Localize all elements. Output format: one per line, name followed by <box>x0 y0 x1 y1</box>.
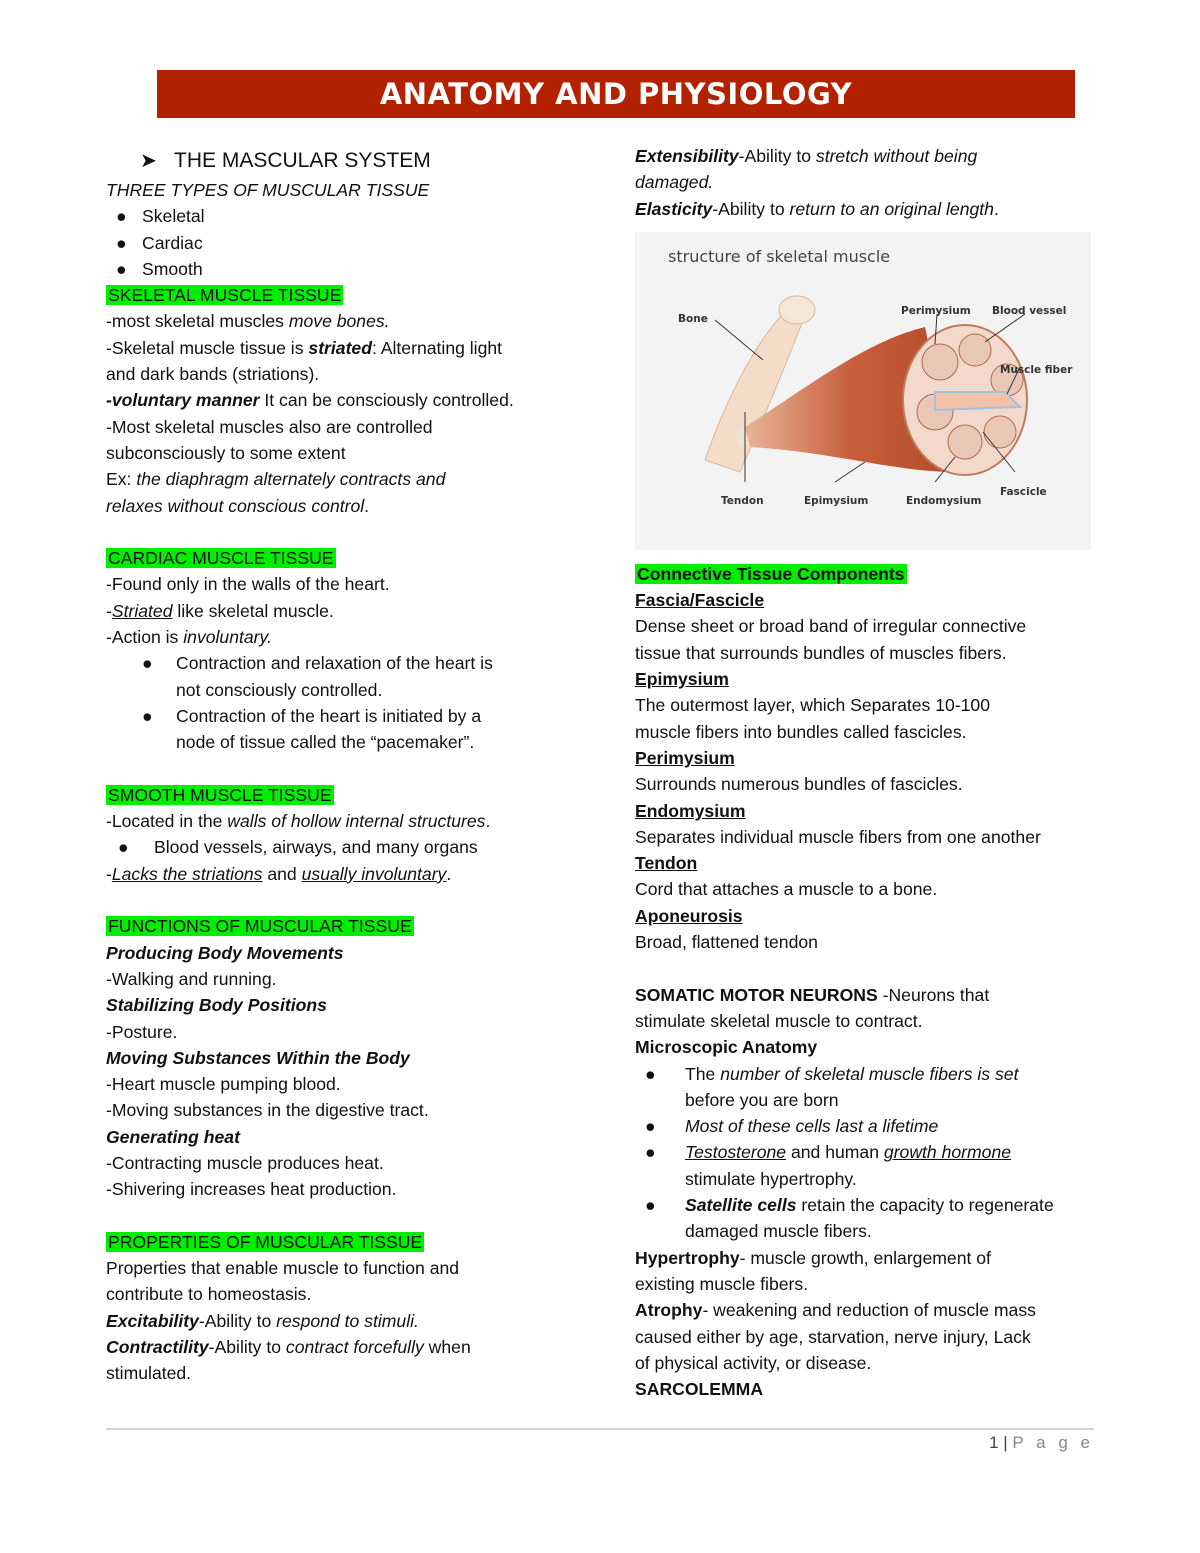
subheading-sarcolemma: SARCOLEMMA <box>635 1379 764 1400</box>
text-line: of physical activity, or disease. <box>635 1352 872 1373</box>
types-heading: THREE TYPES OF MUSCULAR TISSUE <box>106 180 430 200</box>
term-title: Aponeurosis <box>635 905 743 926</box>
section-heading-connective: Connective Tissue Components <box>637 563 905 584</box>
function-title: Moving Substances Within the Body <box>106 1047 410 1068</box>
label-bone: Bone <box>678 312 708 325</box>
bullet-icon: ● <box>142 705 153 726</box>
list-item: ● Satellite cells retain the capacity to regenerate <box>635 1192 1110 1218</box>
text-line: Atrophy- weakening and reduction of muscle mass <box>635 1300 1036 1321</box>
label-fascicle: Fascicle <box>1000 485 1047 498</box>
text-line: node of tissue called the “pacemaker”. <box>176 732 475 753</box>
function-title: Producing Body Movements <box>106 942 344 963</box>
text-line: The outermost layer, which Separates 10-100 <box>635 695 991 716</box>
label-perimysium: Perimysium <box>901 304 971 317</box>
text-line: Ex: the diaphragm alternately contracts and <box>106 469 446 490</box>
label-epimysium: Epimysium <box>804 494 869 507</box>
arrow-bullet-icon: ➤ <box>140 150 157 172</box>
term-title: Endomysium <box>635 800 746 821</box>
page-title: ANATOMY AND PHYSIOLOGY <box>379 77 853 111</box>
list-item: ● Testosterone and human growth hormone <box>635 1139 1110 1165</box>
text-line: stimulated. <box>106 1363 192 1384</box>
text-line: -Contracting muscle produces heat. <box>106 1152 384 1173</box>
text-line: -Posture. <box>106 1021 178 1042</box>
list-item: ● Cardiac <box>106 230 586 256</box>
text-line: not consciously controlled. <box>176 679 383 700</box>
text-line: SOMATIC MOTOR NEURONS -Neurons that <box>635 984 990 1005</box>
bullet-icon: ● <box>116 232 127 253</box>
list-item: ● Blood vessels, airways, and many organs <box>106 834 586 860</box>
text-line: stimulate hypertrophy. <box>685 1168 857 1189</box>
text-line: before you are born <box>685 1089 839 1110</box>
list-item: ● Most of these cells last a lifetime <box>635 1113 1110 1139</box>
term-title: Fascia/Fascicle <box>635 590 765 611</box>
figure-caption: structure of skeletal muscle <box>668 246 891 266</box>
list-item: ● Skeletal <box>106 203 586 229</box>
text-line: -Lacks the striations and usually involuntary. <box>106 863 452 884</box>
text-line: -Located in the walls of hollow internal structures. <box>106 811 491 832</box>
section-heading-skeletal: SKELETAL MUSCLE TISSUE <box>108 285 342 306</box>
text-line: and dark bands (striations). <box>106 364 320 385</box>
fascicle <box>922 344 958 380</box>
text-line: Dense sheet or broad band of irregular connective <box>635 616 1027 637</box>
text-line: -Heart muscle pumping blood. <box>106 1074 341 1095</box>
section-heading-smooth: SMOOTH MUSCLE TISSUE <box>108 784 332 805</box>
bullet-icon: ● <box>645 1116 656 1137</box>
text-line: Contractility-Ability to contract forcefully when <box>106 1337 471 1358</box>
bullet-icon: ● <box>142 653 153 674</box>
fascicle <box>959 334 991 366</box>
muscle-structure-figure <box>635 232 1091 550</box>
text-line: -Action is involuntary. <box>106 627 272 648</box>
page-number: 1 | P a g e <box>989 1433 1094 1452</box>
text-line: -Shivering increases heat production. <box>106 1179 397 1200</box>
text-line: Elasticity-Ability to return to an original length. <box>635 198 999 219</box>
bullet-icon: ● <box>116 258 127 279</box>
fascicle <box>984 416 1016 448</box>
bullet-icon: ● <box>645 1063 656 1084</box>
text-line: Extensibility-Ability to stretch without being <box>635 146 978 166</box>
term-title: Perimysium <box>635 747 735 768</box>
text-line: Separates individual muscle fibers from one another <box>635 826 1041 847</box>
fascicle <box>948 425 982 459</box>
function-title: Stabilizing Body Positions <box>106 995 327 1016</box>
bullet-icon: ● <box>645 1142 656 1163</box>
bullet-icon: ● <box>116 206 127 227</box>
text-line: Broad, flattened tendon <box>635 932 818 953</box>
title-banner <box>157 70 1075 118</box>
section-heading-properties: PROPERTIES OF MUSCULAR TISSUE <box>108 1231 423 1252</box>
text-line: Cord that attaches a muscle to a bone. <box>635 879 938 900</box>
text-line: damaged. <box>635 172 714 193</box>
label-endomysium: Endomysium <box>906 494 982 507</box>
text-line: -most skeletal muscles move bones. <box>106 311 390 332</box>
text-line: Excitability-Ability to respond to stimuli. <box>106 1310 419 1331</box>
list-item: ● Contraction and relaxation of the heart is <box>106 650 586 676</box>
text-line: Hypertrophy- muscle growth, enlargement of <box>635 1247 991 1268</box>
muscle-fiber-shape <box>935 392 1020 410</box>
label-muscle-fiber: Muscle fiber <box>1000 363 1073 376</box>
subheading-microscopic: Microscopic Anatomy <box>635 1037 818 1058</box>
text-line: -Moving substances in the digestive tract. <box>106 1100 429 1121</box>
function-title: Generating heat <box>106 1126 240 1147</box>
term-title: Epimysium <box>635 669 729 690</box>
text-line: Surrounds numerous bundles of fascicles. <box>635 774 963 795</box>
text-line: -Found only in the walls of the heart. <box>106 574 390 595</box>
term-title: Tendon <box>635 853 698 874</box>
left-column <box>106 143 586 1387</box>
text-line: Properties that enable muscle to function and <box>106 1258 460 1279</box>
text-line: damaged muscle fibers. <box>685 1221 872 1242</box>
text-line: -Walking and running. <box>106 968 277 989</box>
bullet-icon: ● <box>645 1195 656 1216</box>
text-line: caused either by age, starvation, nerve injury, Lack <box>635 1326 1031 1347</box>
bullet-icon: ● <box>118 837 129 858</box>
text-line: contribute to homeostasis. <box>106 1284 312 1305</box>
section-heading-functions: FUNCTIONS OF MUSCULAR TISSUE <box>108 916 412 937</box>
text-line: -Most skeletal muscles also are controlled <box>106 416 433 437</box>
label-blood-vessel: Blood vessel <box>992 304 1067 317</box>
text-line: stimulate skeletal muscle to contract. <box>635 1010 923 1031</box>
label-tendon: Tendon <box>721 494 764 507</box>
footer-divider <box>106 1428 1094 1430</box>
section-heading-cardiac: CARDIAC MUSCLE TISSUE <box>108 548 334 569</box>
bone-end <box>779 296 815 324</box>
text-line: existing muscle fibers. <box>635 1273 809 1294</box>
list-item: ● Smooth <box>106 256 586 282</box>
right-column <box>635 143 1110 1402</box>
text-line: -voluntary manner It can be consciously controlled. <box>106 390 514 411</box>
text-line: muscle fibers into bundles called fascicles. <box>635 721 967 742</box>
text-line: relaxes without conscious control. <box>106 495 370 516</box>
text-line: tissue that surrounds bundles of muscles fibers. <box>635 642 1007 663</box>
text-line: subconsciously to some extent <box>106 442 346 463</box>
list-item: ● Contraction of the heart is initiated by a <box>106 703 586 729</box>
text-line: -Striated like skeletal muscle. <box>106 600 334 621</box>
list-item: ● The number of skeletal muscle fibers is set <box>635 1061 1110 1087</box>
system-heading: ➤ THE MASCULAR SYSTEM <box>106 145 586 177</box>
text-line: -Skeletal muscle tissue is striated: Alternating light <box>106 337 503 358</box>
